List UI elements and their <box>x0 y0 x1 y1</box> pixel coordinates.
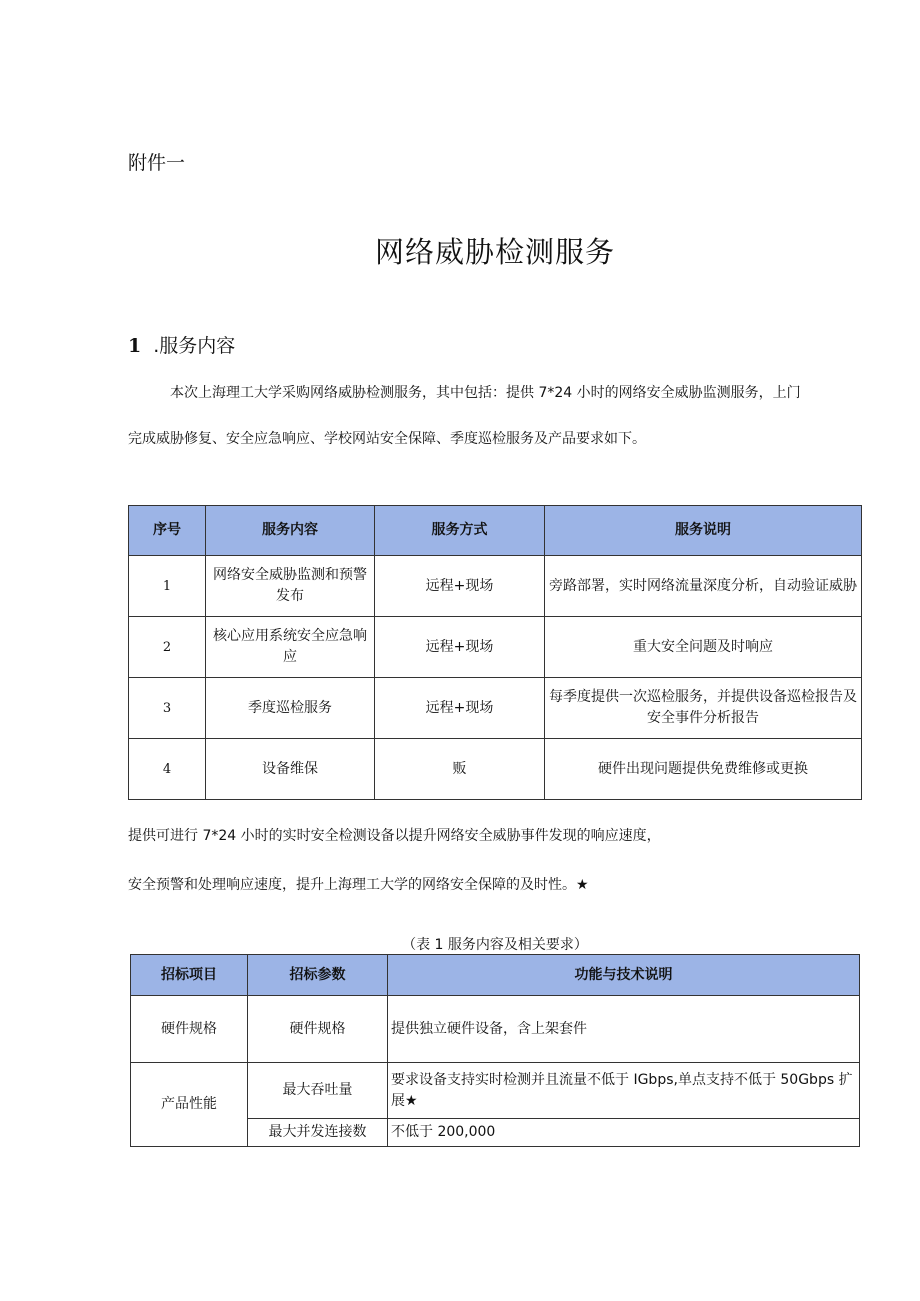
table-header-row <box>129 506 862 556</box>
service-desc: 硬件出现问题提供免费维修或更换 <box>545 739 862 800</box>
service-method: 贩 <box>375 739 545 800</box>
spec-param: 最大吞吐量 <box>248 1063 388 1119</box>
service-content: 网络安全威胁监测和预警发布 <box>206 556 375 617</box>
spec-desc: 不低于 200,000 <box>388 1119 860 1147</box>
service-desc: 每季度提供一次巡检服务，并提供设备巡检报告及安全事件分析报告 <box>545 678 862 739</box>
annex-label: 附件一 <box>128 152 186 174</box>
intro-line-1: 本次上海理工大学采购网络威胁检测服务，其中包括：提供 7*24 小时的网络安全威胁监测服务，上门 <box>170 385 801 401</box>
header-cell: 服务方式 <box>375 506 545 556</box>
table-row <box>129 556 862 617</box>
requirement-line-2: 安全预警和处理响应速度，提升上海理工大学的网络安全保障的及时性。★ <box>128 877 589 893</box>
requirement-line-1: 提供可进行 7*24 小时的实时安全检测设备以提升网络安全威胁事件发现的响应速度， <box>128 828 661 844</box>
service-content: 设备维保 <box>206 739 375 800</box>
row-number: 1 <box>129 556 206 617</box>
spec-desc: 要求设备支持实时检测并且流量不低于 IGbps,单点支持不低于 50Gbps 扩展★ <box>388 1063 860 1119</box>
service-content: 季度巡检服务 <box>206 678 375 739</box>
service-method: 远程+现场 <box>375 678 545 739</box>
section-number: 1 <box>128 335 142 357</box>
section-heading <box>128 331 235 358</box>
spec-param: 最大并发连接数 <box>248 1119 388 1147</box>
header-cell: 功能与技术说明 <box>388 955 860 996</box>
document-title: 网络威胁检测服务 <box>374 235 615 269</box>
service-desc: 重大安全问题及时响应 <box>545 617 862 678</box>
spec-param: 硬件规格 <box>248 996 388 1063</box>
header-cell: 招标项目 <box>131 955 248 996</box>
service-content: 核心应用系统安全应急响应 <box>206 617 375 678</box>
table-row <box>129 739 862 800</box>
header-cell: 服务内容 <box>206 506 375 556</box>
header-cell: 招标参数 <box>248 955 388 996</box>
service-table <box>128 505 862 800</box>
header-cell: 服务说明 <box>545 506 862 556</box>
row-number: 3 <box>129 678 206 739</box>
service-desc: 旁路部署，实时网络流量深度分析，自动验证威胁 <box>545 556 862 617</box>
table-row <box>131 1063 860 1119</box>
table-row <box>131 996 860 1063</box>
table-header-row <box>131 955 860 996</box>
table-row <box>129 678 862 739</box>
spec-desc: 提供独立硬件设备，含上架套件 <box>388 996 860 1063</box>
header-cell: 序号 <box>129 506 206 556</box>
row-number: 4 <box>129 739 206 800</box>
spec-item: 硬件规格 <box>131 996 248 1063</box>
row-number: 2 <box>129 617 206 678</box>
table-caption: （表 1 服务内容及相关要求） <box>402 937 588 953</box>
service-method: 远程+现场 <box>375 617 545 678</box>
spec-item: 产品性能 <box>131 1063 248 1147</box>
service-method: 远程+现场 <box>375 556 545 617</box>
section-title: .服务内容 <box>153 335 236 357</box>
spec-table <box>130 954 860 1147</box>
intro-line-2: 完成威胁修复、安全应急响应、学校网站安全保障、季度巡检服务及产品要求如下。 <box>128 431 646 447</box>
table-row <box>129 617 862 678</box>
